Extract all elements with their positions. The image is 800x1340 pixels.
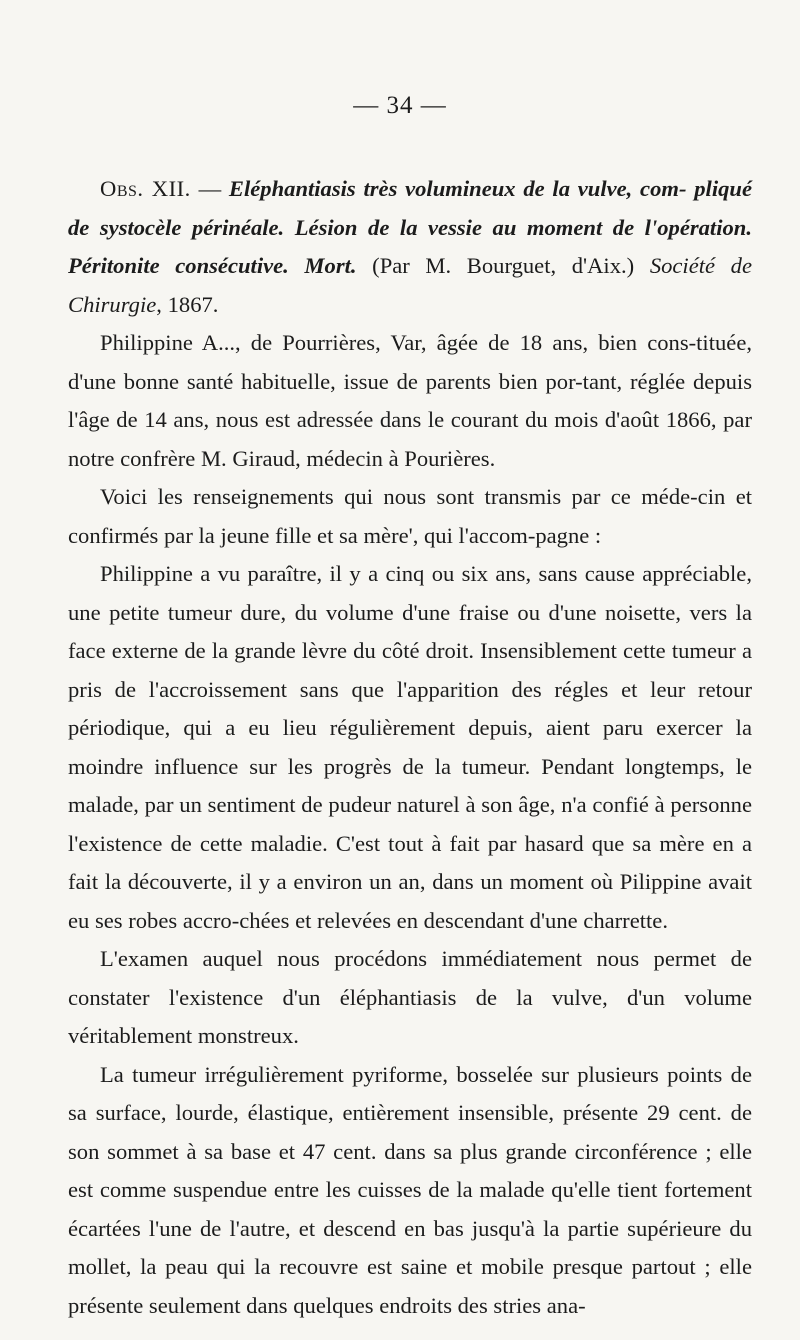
observation-year: , 1867. — [156, 291, 219, 317]
body-text — [68, 170, 752, 1325]
heading-dash: — — [190, 176, 229, 201]
observation-heading — [68, 170, 752, 324]
observation-label: Obs. XII. — [100, 176, 191, 201]
paragraph-tumor-description: La tumeur irrégulièrement pyriforme, bosselée sur plusieurs points de sa surface, lourde, élastique, entièrement insensible, présente 29 cent. de son sommet à sa base et 47 cent. dans sa plus grande circonférence ; elle est comme suspendue entre les cuisses de la malade qu'elle tient fortement écartées l'une de l'autre, et descend en bas jusqu'à la partie supérieure du mollet, la peau qui la recouvre est saine et mobile presque partout ; elle présente seulement dans quelques endroits des stries ana- — [68, 1061, 752, 1318]
observation-title-line-1: Eléphantiasis très volumineux de la vulve, com- — [228, 176, 687, 201]
observation-title-line-2: pliqué de systocèle périnéale. Lésion de la vessie au moment — [68, 176, 752, 240]
paragraph-history: Philippine a vu paraître, il y a cinq ou six ans, sans cause appréciable, une petite tumeur dure, du volume d'une fraise ou d'une noisette, vers la face externe de la grande lèvre du côté droit. Insensiblement cette tumeur a pris de l'accroissement sans que l'apparition des régles et leur retour périodique, qui a eu lieu régulièrement depuis, aient paru exercer la moindre influence sur les progrès de la tumeur. Pendant longtemps, le malade, par un sentiment de pudeur naturel à son âge, n'a confié à personne l'existence de cette maladie. C'est tout à fait par hasard que sa mère en a fait la découverte, il y a environ un an, dans un moment où Pilippine avait eu ses robes accro-chées et relevées en descendant d'une charrette. — [68, 561, 752, 933]
paragraph-patient-intro: Philippine A..., de Pourrières, Var, âgée de 18 ans, bien cons-tituée, d'une bonne santé habituelle, issue de parents bien por-tant, réglée depuis l'âge de 14 ans, nous est adressée dans le courant du mois d'août 1866, par notre confrère M. Giraud, médecin à Pourières. — [68, 330, 752, 471]
observation-author-city: d'Aix.) — [571, 253, 650, 278]
observation-author: (Par M. Bourguet, — [356, 253, 557, 278]
page-number: — 34 — — [353, 92, 447, 119]
paragraph-information: Voici les renseignements qui nous sont transmis par ce méde-cin et confirmés par la jeune fille et sa mère', qui l'accom-pagne : — [68, 484, 752, 548]
observation-society: Société de Chirurgie — [68, 253, 752, 317]
paragraph-examination: L'examen auquel nous procédons immédiatement nous permet de constater l'existence d'un éléphantiasis de la vulve, d'un volume véritablement monstreux. — [68, 946, 752, 1048]
observation-title-line-3: de l'opération. Péritonite consécutive. Mort. — [68, 214, 752, 278]
